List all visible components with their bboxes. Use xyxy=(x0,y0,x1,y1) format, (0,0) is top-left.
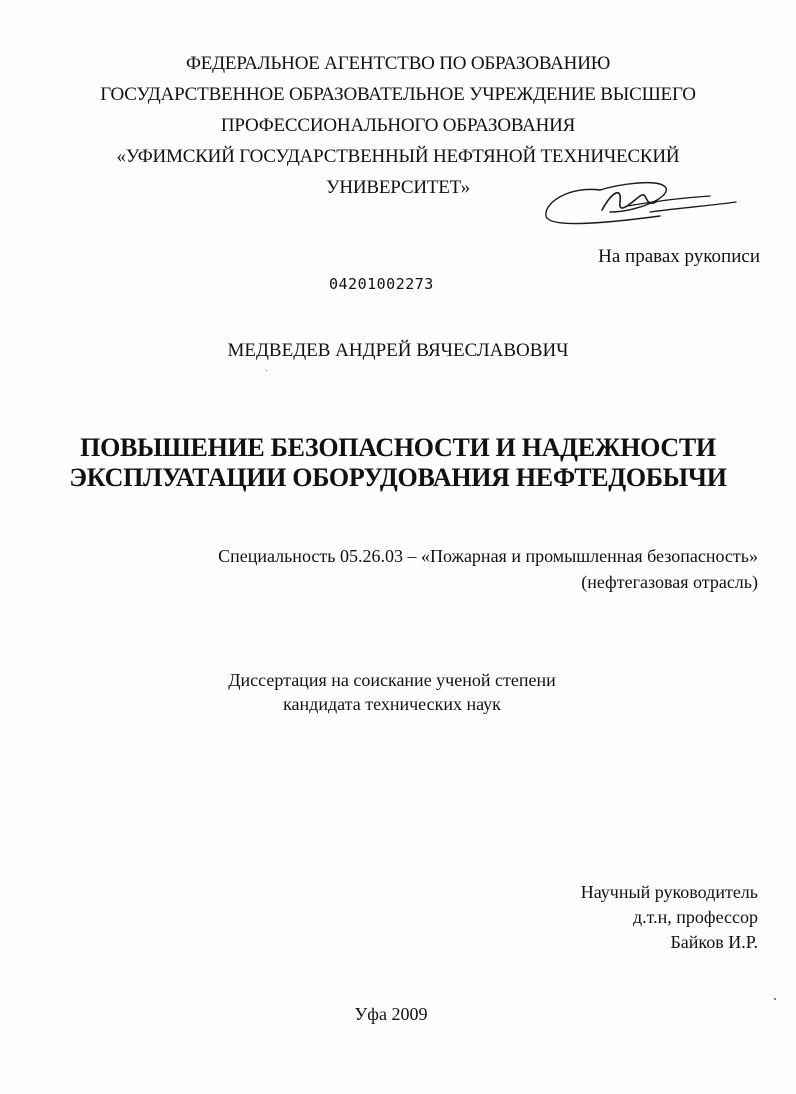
org-line-3: ПРОФЕССИОНАЛЬНОГО ОБРАЗОВАНИЯ xyxy=(220,115,576,136)
manuscript-rights-note: На правах рукописи xyxy=(598,246,760,267)
specialty-line-2: (нефтегазовая отрасль) xyxy=(581,572,758,592)
supervisor-block xyxy=(581,880,758,955)
degree-line-2: кандидата технических наук xyxy=(283,694,501,714)
org-line-2: ГОСУДАРСТВЕННОЕ ОБРАЗОВАТЕЛЬНОЕ УЧРЕЖДЕНИЕ ВЫСШЕГО xyxy=(100,84,696,105)
degree-line-1: Диссертация на соискание ученой степени xyxy=(228,670,556,690)
handwritten-signature-icon xyxy=(540,172,740,232)
supervisor-name: Байков И.Р. xyxy=(670,932,758,952)
org-line-1: ФЕДЕРАЛЬНОЕ АГЕНТСТВО ПО ОБРАЗОВАНИЮ xyxy=(185,53,611,74)
scan-speck xyxy=(774,998,776,1000)
org-line-5: УНИВЕРСИТЕТ» xyxy=(326,177,470,198)
org-line-4: «УФИМСКИЙ ГОСУДАРСТВЕННЫЙ НЕФТЯНОЙ ТЕХНИЧЕСКИЙ xyxy=(116,146,680,167)
city-year: Уфа 2009 xyxy=(354,1004,428,1024)
registration-number: 04201002273 xyxy=(329,275,434,293)
thesis-title-line-2: ЭКСПЛУАТАЦИИ ОБОРУДОВАНИЯ НЕФТЕДОБЫЧИ xyxy=(69,463,727,492)
specialty-block xyxy=(218,543,758,595)
scan-speck xyxy=(266,370,267,371)
supervisor-rank: д.т.н, профессор xyxy=(632,907,758,927)
thesis-title-line-1: ПОВЫШЕНИЕ БЕЗОПАСНОСТИ И НАДЕЖНОСТИ xyxy=(80,433,716,462)
thesis-title xyxy=(20,433,776,493)
supervisor-role: Научный руководитель xyxy=(580,882,758,902)
degree-statement xyxy=(0,668,784,716)
specialty-line-1: Специальность 05.26.03 – «Пожарная и промышленная безопасность» xyxy=(218,546,758,566)
author-name: МЕДВЕДЕВ АНДРЕЙ ВЯЧЕСЛАВОВИЧ xyxy=(227,340,569,361)
